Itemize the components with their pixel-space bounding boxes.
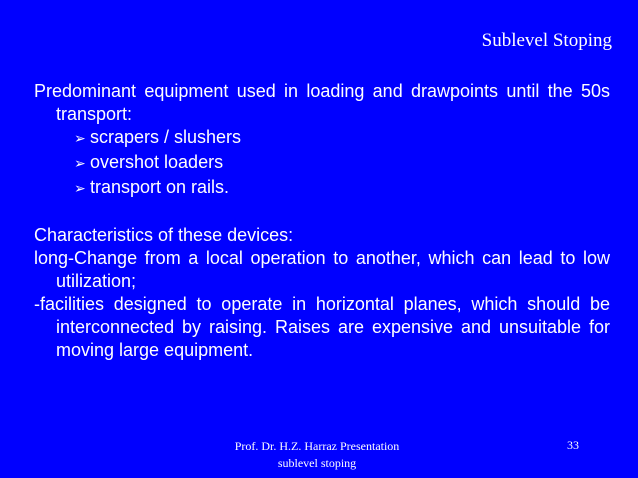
- list-item: [34, 126, 610, 151]
- list-item-label: overshot loaders: [90, 152, 224, 172]
- characteristic-point: -facilities designed to operate in horizontal planes, which should be interconnected by raising. Raises are expensive and unsuitable for moving large equipment.: [34, 294, 610, 360]
- spacer: [34, 201, 610, 224]
- footer-presenter: Prof. Dr. H.Z. Harraz Presentation: [234, 439, 400, 453]
- slide-body: [34, 80, 610, 362]
- footer-credit: [222, 438, 412, 472]
- list-item: [34, 176, 610, 201]
- arrow-bullet-icon: ➢: [74, 131, 86, 147]
- list-item-label: transport on rails.: [90, 177, 230, 197]
- arrow-bullet-icon: ➢: [74, 181, 86, 197]
- slide-title: Sublevel Stoping: [481, 30, 612, 51]
- list-item: [34, 151, 610, 176]
- page-number: 33: [567, 438, 579, 452]
- arrow-bullet-icon: ➢: [74, 156, 86, 172]
- intro-paragraph: Predominant equipment used in loading and drawpoints until the 50s transport:: [34, 81, 610, 124]
- equipment-list: [34, 126, 610, 201]
- list-item-label: scrapers / slushers: [90, 127, 242, 147]
- characteristic-point: long-Change from a local operation to another, which can lead to low utilization;: [34, 248, 610, 291]
- characteristics-heading: Characteristics of these devices:: [34, 225, 294, 245]
- footer-topic: sublevel stoping: [277, 456, 357, 470]
